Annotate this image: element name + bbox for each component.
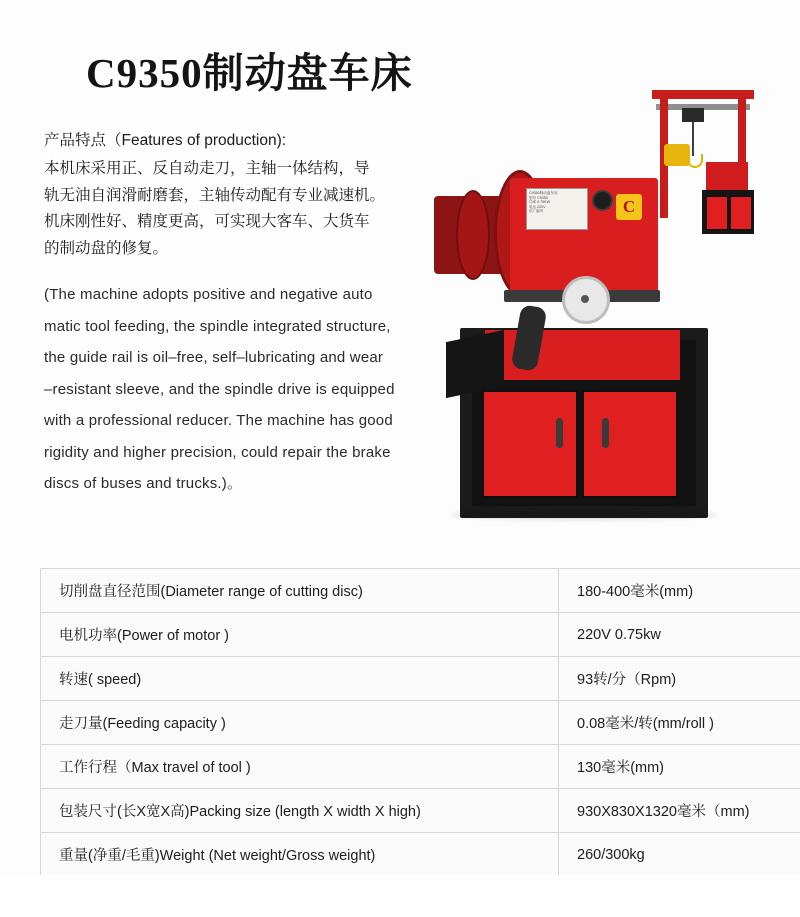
machine-shadow — [450, 510, 718, 520]
cabinet-handle-left — [556, 418, 563, 448]
features-en-line: the guide rail is oil–free, self–lubricating and wear — [44, 349, 384, 366]
spec-value: 180-400毫米(mm) — [559, 569, 800, 613]
features-section — [44, 128, 444, 500]
brand-logo: C — [616, 194, 642, 220]
features-cn-line: 轨无油自润滑耐磨套，主轴传动配有专业减速机。 — [44, 186, 386, 204]
table-row — [41, 833, 800, 877]
spec-label: 电机功率(Power of motor ) — [41, 613, 559, 657]
table-row — [41, 569, 800, 613]
secondary-machine-top — [706, 162, 748, 192]
spec-value: 930X830X1320毫米（mm) — [559, 789, 800, 833]
crane-hoist — [682, 108, 704, 122]
features-heading-cn: 产品特点（Features of production): — [44, 132, 287, 149]
machine-photo-illustration — [430, 78, 780, 518]
spec-label: 走刀量(Feeding capacity ) — [41, 701, 559, 745]
features-en-line: –resistant sleeve, and the spindle drive is equipped — [44, 380, 395, 398]
page-title: C9350制动盘车床 — [86, 50, 413, 96]
secondary-cabinet-door-left — [706, 196, 728, 230]
spec-label: 包装尺寸(长X宽X高)Packing size (length X width X high) — [41, 789, 559, 833]
spec-value: 0.08毫米/转(mm/roll ) — [559, 701, 800, 745]
features-cn-line: 本机床采用正、反自动走刀，主轴一体结构，导 — [44, 160, 370, 177]
specifications-section — [40, 568, 760, 877]
spec-label: 工作行程（Max travel of tool ) — [41, 745, 559, 789]
spec-label: 转速( speed) — [41, 657, 559, 701]
crane-motor — [664, 144, 690, 166]
features-en-line: matic tool feeding, the spindle integrated structure, — [44, 317, 391, 335]
table-row — [41, 613, 800, 657]
cabinet-door-left — [482, 390, 578, 498]
brake-disc-secondary — [456, 190, 490, 280]
features-body-en — [44, 279, 444, 500]
machine-nameplate — [526, 188, 588, 230]
cabinet-handle-right — [602, 418, 609, 448]
nameplate-line: C9350制动盘车床 — [529, 191, 558, 195]
cabinet-door-right — [582, 390, 678, 498]
features-en-line: rigidity and higher precision, could repair the brake — [44, 443, 391, 461]
control-knob — [592, 190, 613, 211]
specifications-table — [40, 568, 800, 877]
features-en-line: with a professional reducer. The machine has good — [44, 412, 393, 429]
features-body-cn — [44, 156, 444, 262]
spec-value: 260/300kg — [559, 833, 800, 877]
nameplate-line: 电压 220V — [529, 204, 546, 209]
nameplate-line: 功率 0.75KW — [529, 200, 550, 204]
spec-value: 130毫米(mm) — [559, 745, 800, 789]
spec-label: 切削盘直径范围(Diameter range of cutting disc) — [41, 569, 559, 613]
features-cn-line: 机床刚性好、精度更高，可实现大客车、大货车 — [44, 213, 370, 230]
features-cn-line: 的制动盘的修复。 — [44, 239, 169, 257]
spec-value: 93转/分（Rpm) — [559, 657, 800, 701]
table-row — [41, 789, 800, 833]
features-en-line: discs of buses and trucks.)。 — [44, 475, 243, 492]
table-row — [41, 745, 800, 789]
crane-hook-line — [692, 122, 694, 156]
handwheel — [562, 276, 610, 324]
spec-label: 重量(净重/毛重)Weight (Net weight/Gross weight) — [41, 833, 559, 877]
nameplate-line: 型号 C9350 — [529, 195, 548, 200]
secondary-cabinet-door-right — [730, 196, 752, 230]
features-en-line: (The machine adopts positive and negative auto — [44, 286, 373, 303]
footer-whitespace — [0, 875, 800, 917]
table-row — [41, 657, 800, 701]
table-row — [41, 701, 800, 745]
nameplate-line: 出厂编号 — [529, 209, 544, 213]
spec-value: 220V 0.75kw — [559, 613, 800, 657]
